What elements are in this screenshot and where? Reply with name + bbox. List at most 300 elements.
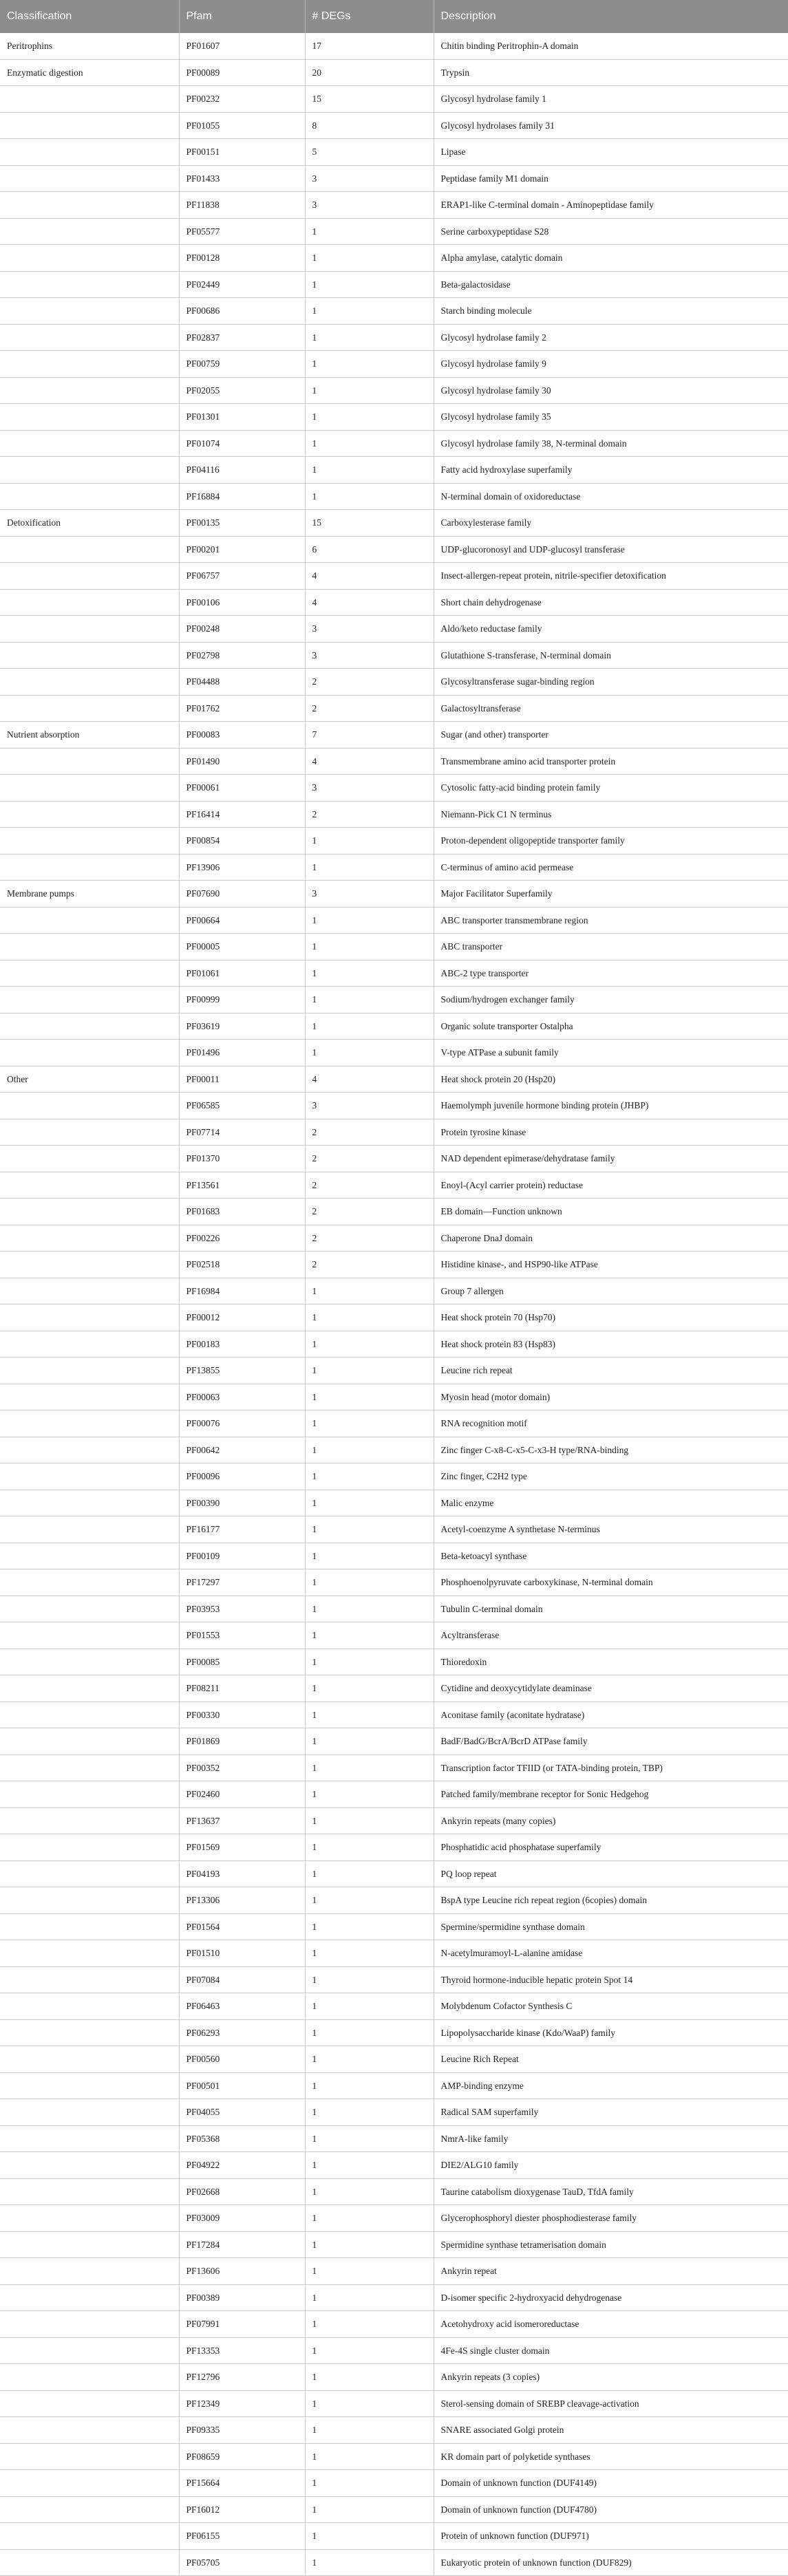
cell-pfam: PF01607	[179, 33, 305, 59]
table-row	[0, 1728, 788, 1755]
table-row	[0, 934, 788, 960]
cell-description: Leucine Rich Repeat	[434, 2046, 788, 2073]
cell-pfam: PF01490	[179, 748, 305, 775]
cell-deg-count: 1	[305, 1913, 434, 1940]
cell-description: Molybdenum Cofactor Synthesis C	[434, 1993, 788, 2020]
cell-description: Aldo/keto reductase family	[434, 616, 788, 643]
cell-classification	[0, 192, 179, 219]
table-row	[0, 1490, 788, 1516]
cell-classification	[0, 536, 179, 563]
cell-description: Glycosyl hydrolase family 9	[434, 351, 788, 378]
cell-description: ABC transporter transmembrane region	[434, 907, 788, 934]
cell-description: Ankyrin repeats (many copies)	[434, 1807, 788, 1834]
table-row	[0, 1913, 788, 1940]
cell-pfam: PF16414	[179, 801, 305, 828]
cell-description: D-isomer specific 2-hydroxyacid dehydrogenase	[434, 2284, 788, 2311]
table-row	[0, 2072, 788, 2099]
cell-deg-count: 1	[305, 2311, 434, 2338]
cell-description: Niemann-Pick C1 N terminus	[434, 801, 788, 828]
cell-deg-count: 1	[305, 1993, 434, 2020]
table-row	[0, 2337, 788, 2364]
cell-pfam: PF00560	[179, 2046, 305, 2073]
table-row	[0, 2099, 788, 2126]
cell-classification	[0, 987, 179, 1013]
cell-pfam: PF02837	[179, 324, 305, 351]
cell-pfam: PF00089	[179, 59, 305, 86]
cell-description: Myosin head (motor domain)	[434, 1384, 788, 1410]
cell-deg-count: 1	[305, 1860, 434, 1887]
cell-classification	[0, 1781, 179, 1808]
table-row	[0, 1331, 788, 1357]
cell-pfam: PF13561	[179, 1172, 305, 1199]
cell-pfam: PF00005	[179, 934, 305, 960]
cell-deg-count: 1	[305, 483, 434, 510]
cell-pfam: PF07084	[179, 1966, 305, 1993]
table-row	[0, 2125, 788, 2152]
cell-classification: Nutrient absorption	[0, 722, 179, 749]
cell-classification	[0, 1702, 179, 1728]
table-row	[0, 112, 788, 139]
cell-pfam: PF02798	[179, 642, 305, 669]
cell-classification	[0, 1807, 179, 1834]
table-row	[0, 1993, 788, 2020]
cell-deg-count: 3	[305, 775, 434, 802]
cell-description: Glycosyl hydrolase family 1	[434, 86, 788, 113]
cell-pfam: PF05368	[179, 2125, 305, 2152]
table-row	[0, 1807, 788, 1834]
table-row	[0, 1252, 788, 1278]
cell-pfam: PF00083	[179, 722, 305, 749]
cell-pfam: PF01553	[179, 1622, 305, 1649]
cell-deg-count: 2	[305, 801, 434, 828]
table-row	[0, 881, 788, 908]
cell-classification	[0, 2523, 179, 2550]
cell-deg-count: 3	[305, 616, 434, 643]
cell-deg-count: 1	[305, 1331, 434, 1357]
cell-pfam: PF12796	[179, 2364, 305, 2391]
table-row	[0, 2152, 788, 2179]
cell-description: ABC-2 type transporter	[434, 960, 788, 987]
cell-classification	[0, 139, 179, 166]
cell-classification	[0, 1252, 179, 1278]
cell-classification	[0, 2125, 179, 2152]
cell-deg-count: 2	[305, 1146, 434, 1172]
cell-deg-count: 1	[305, 987, 434, 1013]
cell-deg-count: 1	[305, 377, 434, 404]
cell-classification	[0, 1013, 179, 1040]
cell-pfam: PF13637	[179, 1807, 305, 1834]
table-row	[0, 1384, 788, 1410]
cell-description: Heat shock protein 83 (Hsp83)	[434, 1331, 788, 1357]
cell-deg-count: 1	[305, 2523, 434, 2550]
cell-pfam: PF01496	[179, 1040, 305, 1066]
table-row	[0, 2178, 788, 2205]
cell-pfam: PF00854	[179, 828, 305, 855]
cell-description: N-acetylmuramoyl-L-alanine amidase	[434, 1940, 788, 1967]
cell-description: Spermidine synthase tetramerisation domain	[434, 2231, 788, 2258]
header-deg-count: # DEGs	[305, 0, 434, 33]
table-row	[0, 483, 788, 510]
cell-classification	[0, 1225, 179, 1252]
cell-classification	[0, 828, 179, 855]
cell-classification: Peritrophins	[0, 33, 179, 59]
cell-deg-count: 2	[305, 1225, 434, 1252]
cell-deg-count: 6	[305, 536, 434, 563]
cell-pfam: PF00061	[179, 775, 305, 802]
table-row	[0, 1596, 788, 1622]
cell-pfam: PF01564	[179, 1913, 305, 1940]
header-classification: Classification	[0, 0, 179, 33]
cell-pfam: PF00390	[179, 1490, 305, 1516]
cell-description: NAD dependent epimerase/dehydratase family	[434, 1146, 788, 1172]
cell-pfam: PF08211	[179, 1675, 305, 1702]
cell-pfam: PF01074	[179, 430, 305, 457]
cell-deg-count: 5	[305, 139, 434, 166]
cell-deg-count: 1	[305, 1437, 434, 1463]
table-header-row	[0, 0, 788, 33]
cell-description: 4Fe-4S single cluster domain	[434, 2337, 788, 2364]
cell-deg-count: 1	[305, 245, 434, 272]
cell-pfam: PF17284	[179, 2231, 305, 2258]
cell-deg-count: 1	[305, 2178, 434, 2205]
cell-deg-count: 1	[305, 2046, 434, 2073]
cell-description: C-terminus of amino acid permease	[434, 854, 788, 881]
cell-description: Phosphatidic acid phosphatase superfamily	[434, 1834, 788, 1861]
cell-pfam: PF04488	[179, 669, 305, 696]
cell-description: Lipopolysaccharide kinase (Kdo/WaaP) family	[434, 2019, 788, 2046]
cell-description: Malic enzyme	[434, 1490, 788, 1516]
cell-pfam: PF02518	[179, 1252, 305, 1278]
cell-pfam: PF07714	[179, 1119, 305, 1146]
cell-pfam: PF06585	[179, 1093, 305, 1119]
cell-pfam: PF00135	[179, 510, 305, 537]
cell-deg-count: 4	[305, 563, 434, 590]
cell-description: Phosphoenolpyruvate carboxykinase, N-terminal domain	[434, 1569, 788, 1596]
cell-description: V-type ATPase a subunit family	[434, 1040, 788, 1066]
cell-classification	[0, 1887, 179, 1914]
cell-classification	[0, 1490, 179, 1516]
cell-deg-count: 1	[305, 1781, 434, 1808]
cell-classification	[0, 2364, 179, 2391]
cell-pfam: PF01301	[179, 404, 305, 431]
cell-description: PQ loop repeat	[434, 1860, 788, 1887]
table-row	[0, 854, 788, 881]
cell-classification	[0, 1093, 179, 1119]
cell-pfam: PF00109	[179, 1543, 305, 1569]
cell-classification	[0, 430, 179, 457]
cell-pfam: PF00063	[179, 1384, 305, 1410]
cell-deg-count: 1	[305, 1040, 434, 1066]
cell-description: Heat shock protein 20 (Hsp20)	[434, 1066, 788, 1093]
cell-pfam: PF02668	[179, 2178, 305, 2205]
cell-deg-count: 3	[305, 192, 434, 219]
header-pfam: Pfam	[179, 0, 305, 33]
cell-description: Glutathione S-transferase, N-terminal domain	[434, 642, 788, 669]
cell-classification	[0, 2390, 179, 2417]
cell-deg-count: 2	[305, 669, 434, 696]
cell-pfam: PF05705	[179, 2549, 305, 2576]
cell-description: Glycosyl hydrolase family 38, N-terminal domain	[434, 430, 788, 457]
cell-pfam: PF17297	[179, 1569, 305, 1596]
cell-description: Chitin binding Peritrophin-A domain	[434, 33, 788, 59]
cell-deg-count: 1	[305, 2284, 434, 2311]
cell-deg-count: 1	[305, 1410, 434, 1437]
table-row	[0, 1702, 788, 1728]
cell-pfam: PF02449	[179, 271, 305, 298]
cell-description: Eukaryotic protein of unknown function (DUF829)	[434, 2549, 788, 2576]
cell-deg-count: 17	[305, 33, 434, 59]
cell-description: Taurine catabolism dioxygenase TauD, TfdA family	[434, 2178, 788, 2205]
cell-pfam: PF01055	[179, 112, 305, 139]
cell-deg-count: 1	[305, 1702, 434, 1728]
table-row	[0, 33, 788, 59]
cell-classification	[0, 1569, 179, 1596]
table-row	[0, 1516, 788, 1543]
cell-pfam: PF01762	[179, 695, 305, 722]
cell-description: Zinc finger C-x8-C-x5-C-x3-H type/RNA-binding	[434, 1437, 788, 1463]
cell-classification	[0, 960, 179, 987]
cell-classification	[0, 907, 179, 934]
cell-deg-count: 1	[305, 1675, 434, 1702]
table-row	[0, 1410, 788, 1437]
cell-description: Enoyl-(Acyl carrier protein) reductase	[434, 1172, 788, 1199]
cell-pfam: PF02460	[179, 1781, 305, 1808]
cell-description: Alpha amylase, catalytic domain	[434, 245, 788, 272]
cell-pfam: PF13855	[179, 1357, 305, 1384]
table-row	[0, 642, 788, 669]
cell-description: Beta-galactosidase	[434, 271, 788, 298]
cell-classification	[0, 1622, 179, 1649]
cell-classification	[0, 775, 179, 802]
cell-classification	[0, 2337, 179, 2364]
cell-pfam: PF00226	[179, 1225, 305, 1252]
table-row	[0, 1305, 788, 1331]
cell-classification	[0, 854, 179, 881]
cell-classification	[0, 1278, 179, 1305]
header-description: Description	[434, 0, 788, 33]
table-row	[0, 1463, 788, 1490]
table-row	[0, 1966, 788, 1993]
cell-classification	[0, 2019, 179, 2046]
table-row	[0, 2311, 788, 2338]
cell-classification	[0, 2496, 179, 2523]
cell-classification	[0, 1040, 179, 1066]
cell-deg-count: 1	[305, 1305, 434, 1331]
table-row	[0, 377, 788, 404]
cell-pfam: PF00085	[179, 1649, 305, 1675]
table-row	[0, 271, 788, 298]
cell-description: Lipase	[434, 139, 788, 166]
cell-pfam: PF06757	[179, 563, 305, 590]
table-row	[0, 616, 788, 643]
table-row	[0, 404, 788, 431]
cell-pfam: PF00686	[179, 298, 305, 325]
cell-description: Glycosyltransferase sugar-binding region	[434, 669, 788, 696]
cell-classification: Detoxification	[0, 510, 179, 537]
cell-classification	[0, 2311, 179, 2338]
cell-pfam: PF00076	[179, 1410, 305, 1437]
cell-deg-count: 1	[305, 1384, 434, 1410]
cell-description: Glycosyl hydrolase family 2	[434, 324, 788, 351]
cell-classification	[0, 2258, 179, 2285]
table-row	[0, 775, 788, 802]
cell-deg-count: 1	[305, 934, 434, 960]
cell-deg-count: 1	[305, 2364, 434, 2391]
cell-description: Acetohydroxy acid isomeroreductase	[434, 2311, 788, 2338]
table-row	[0, 2417, 788, 2444]
table-row	[0, 960, 788, 987]
table-row	[0, 801, 788, 828]
cell-classification	[0, 271, 179, 298]
cell-pfam: PF01510	[179, 1940, 305, 1967]
cell-description: UDP-glucoronosyl and UDP-glucosyl transferase	[434, 536, 788, 563]
cell-classification	[0, 695, 179, 722]
cell-classification	[0, 1860, 179, 1887]
cell-deg-count: 1	[305, 2205, 434, 2232]
cell-classification	[0, 2443, 179, 2470]
cell-classification	[0, 1966, 179, 1993]
cell-description: Beta-ketoacyl synthase	[434, 1543, 788, 1569]
cell-deg-count: 1	[305, 907, 434, 934]
table-row	[0, 536, 788, 563]
table-row	[0, 2523, 788, 2550]
cell-description: Transcription factor TFIID (or TATA-binding protein, TBP)	[434, 1754, 788, 1781]
table-body	[0, 33, 788, 2576]
cell-pfam: PF00501	[179, 2072, 305, 2099]
cell-classification	[0, 1357, 179, 1384]
cell-deg-count: 1	[305, 2549, 434, 2576]
cell-deg-count: 1	[305, 1887, 434, 1914]
table-row	[0, 1119, 788, 1146]
cell-description: Thioredoxin	[434, 1649, 788, 1675]
cell-pfam: PF00232	[179, 86, 305, 113]
cell-deg-count: 1	[305, 2019, 434, 2046]
cell-classification: Membrane pumps	[0, 881, 179, 908]
cell-classification	[0, 669, 179, 696]
cell-classification	[0, 1410, 179, 1437]
cell-classification	[0, 2231, 179, 2258]
cell-description: Domain of unknown function (DUF4149)	[434, 2470, 788, 2497]
table-row	[0, 1172, 788, 1199]
cell-deg-count: 1	[305, 1463, 434, 1490]
table-row	[0, 2284, 788, 2311]
cell-description: ERAP1-like C-terminal domain - Aminopeptidase family	[434, 192, 788, 219]
cell-classification	[0, 2205, 179, 2232]
cell-pfam: PF00642	[179, 1437, 305, 1463]
cell-pfam: PF13906	[179, 854, 305, 881]
cell-deg-count: 8	[305, 112, 434, 139]
cell-description: Glycosyl hydrolase family 35	[434, 404, 788, 431]
cell-deg-count: 1	[305, 1013, 434, 1040]
cell-classification	[0, 1119, 179, 1146]
cell-deg-count: 1	[305, 1543, 434, 1569]
cell-description: Fatty acid hydroxylase superfamily	[434, 457, 788, 484]
cell-deg-count: 1	[305, 2470, 434, 2497]
table-row	[0, 2231, 788, 2258]
cell-description: Aconitase family (aconitate hydratase)	[434, 1702, 788, 1728]
cell-deg-count: 1	[305, 1357, 434, 1384]
cell-pfam: PF00248	[179, 616, 305, 643]
cell-classification	[0, 2072, 179, 2099]
cell-pfam: PF00012	[179, 1305, 305, 1331]
cell-deg-count: 1	[305, 2496, 434, 2523]
cell-classification	[0, 1649, 179, 1675]
cell-pfam: PF02055	[179, 377, 305, 404]
cell-deg-count: 2	[305, 1172, 434, 1199]
cell-deg-count: 7	[305, 722, 434, 749]
cell-deg-count: 3	[305, 165, 434, 192]
cell-deg-count: 1	[305, 271, 434, 298]
table-row	[0, 1781, 788, 1808]
cell-pfam: PF04922	[179, 2152, 305, 2179]
cell-deg-count: 1	[305, 2390, 434, 2417]
cell-classification	[0, 642, 179, 669]
cell-pfam: PF00151	[179, 139, 305, 166]
table-row	[0, 1199, 788, 1225]
cell-pfam: PF04055	[179, 2099, 305, 2126]
cell-pfam: PF00096	[179, 1463, 305, 1490]
cell-pfam: PF00352	[179, 1754, 305, 1781]
table-row	[0, 192, 788, 219]
cell-deg-count: 1	[305, 351, 434, 378]
table-row	[0, 1569, 788, 1596]
table-row	[0, 298, 788, 325]
cell-description: Cytosolic fatty-acid binding protein family	[434, 775, 788, 802]
cell-deg-count: 2	[305, 1119, 434, 1146]
cell-deg-count: 1	[305, 1728, 434, 1755]
cell-pfam: PF00759	[179, 351, 305, 378]
table-row	[0, 2470, 788, 2497]
cell-deg-count: 1	[305, 1569, 434, 1596]
cell-deg-count: 1	[305, 2258, 434, 2285]
table-row	[0, 2046, 788, 2073]
cell-deg-count: 1	[305, 1490, 434, 1516]
cell-deg-count: 1	[305, 2337, 434, 2364]
table-row	[0, 430, 788, 457]
cell-classification	[0, 2152, 179, 2179]
cell-pfam: PF04116	[179, 457, 305, 484]
table-row	[0, 165, 788, 192]
cell-deg-count: 1	[305, 298, 434, 325]
cell-pfam: PF15664	[179, 2470, 305, 2497]
table-row	[0, 1146, 788, 1172]
cell-deg-count: 1	[305, 2072, 434, 2099]
cell-classification	[0, 298, 179, 325]
cell-description: BadF/BadG/BcrA/BcrD ATPase family	[434, 1728, 788, 1755]
cell-pfam: PF08659	[179, 2443, 305, 2470]
cell-deg-count: 4	[305, 748, 434, 775]
cell-pfam: PF03009	[179, 2205, 305, 2232]
cell-classification	[0, 1437, 179, 1463]
cell-classification	[0, 218, 179, 245]
cell-pfam: PF06293	[179, 2019, 305, 2046]
table-row	[0, 722, 788, 749]
cell-classification	[0, 563, 179, 590]
cell-pfam: PF07690	[179, 881, 305, 908]
table-row	[0, 139, 788, 166]
cell-pfam: PF01433	[179, 165, 305, 192]
cell-deg-count: 1	[305, 2125, 434, 2152]
table-row	[0, 2205, 788, 2232]
cell-classification	[0, 1940, 179, 1967]
cell-deg-count: 15	[305, 510, 434, 537]
table-row	[0, 1543, 788, 1569]
cell-deg-count: 1	[305, 1596, 434, 1622]
cell-description: N-terminal domain of oxidoreductase	[434, 483, 788, 510]
table-row	[0, 1357, 788, 1384]
cell-classification	[0, 748, 179, 775]
cell-pfam: PF01569	[179, 1834, 305, 1861]
